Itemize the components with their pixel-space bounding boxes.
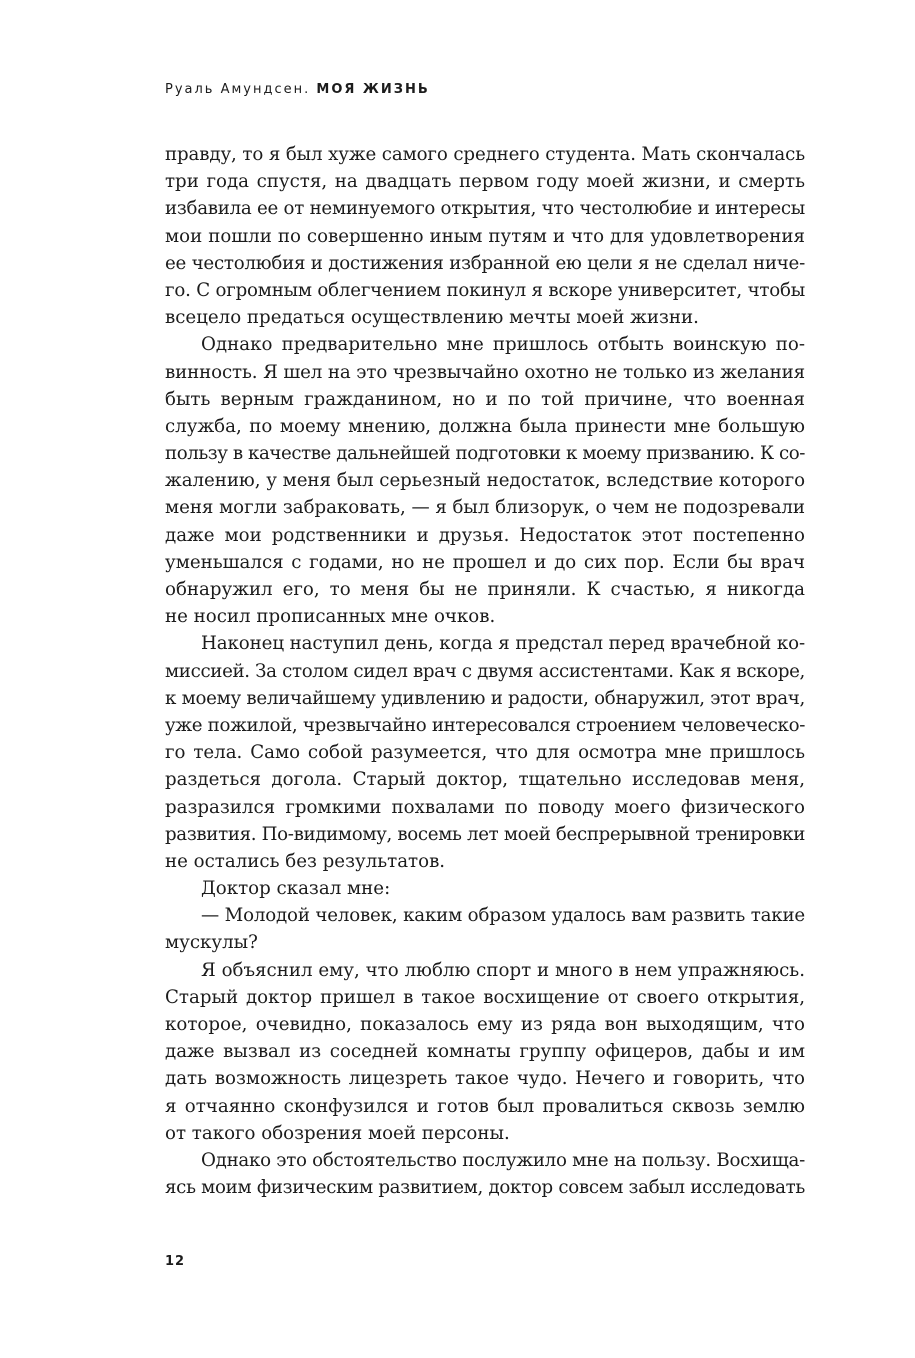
- text-line: служба, по моему мнению, должна была принести мне большую: [165, 415, 805, 437]
- text-line: мускулы?: [165, 932, 258, 954]
- text-line: не остались без результатов.: [165, 850, 446, 872]
- text-line: Однако предварительно мне пришлось отбыть воинскую по-: [201, 334, 805, 356]
- text-line: уже пожилой, чрезвычайно интересовался строением человеческо-: [165, 714, 805, 736]
- text-line: избавила ее от неминуемого открытия, что честолюбие и интересы: [165, 198, 805, 220]
- text-line: Старый доктор пришел в такое восхищение от своего открытия,: [165, 986, 805, 1008]
- text-line: к моему величайшему удивлению и радости, обнаружил, этот врач,: [165, 687, 805, 709]
- text-line: ясь моим физическим развитием, доктор совсем забыл исследовать: [165, 1177, 805, 1199]
- text-line: которое, очевидно, показалось ему из ряда вон выходящим, что: [165, 1014, 805, 1035]
- text-line: я отчаянно сконфузился и готов был провалиться сквозь землю: [165, 1095, 805, 1117]
- text-line: Я объяснил ему, что люблю спорт и много в нем упражняюсь.: [201, 959, 805, 981]
- text-line: всецело предаться осуществлению мечты моей жизни.: [165, 307, 699, 329]
- text-line: разразился громкими похвалами по поводу моего физического: [165, 796, 805, 818]
- running-head-author: Руаль Амундсен.: [165, 82, 311, 97]
- text-line: от такого обозрения моей персоны.: [165, 1122, 510, 1144]
- text-line: го. С огромным облегчением покинул я вскоре университет, чтобы: [165, 279, 805, 301]
- text-line: раздеться догола. Старый доктор, тщательно исследовав меня,: [165, 769, 805, 791]
- text-line: быть верным гражданином, но и по той причине, что военная: [165, 388, 805, 410]
- text-line: уменьшался с годами, но не прошел и до сих пор. Если бы врач: [165, 551, 805, 573]
- text-line: даже мои родственники и друзья. Недостаток этот постепенно: [165, 524, 805, 546]
- text-line: меня могли забраковать, — я был близорук, о чем не подозревали: [165, 497, 805, 519]
- text-line: мои пошли по совершенно иным путям и что для удовлетворения: [165, 225, 805, 247]
- text-line: миссией. За столом сидел врач с двумя ассистентами. Как я вскоре,: [165, 660, 805, 682]
- text-line: правду, то я был хуже самого среднего студента. Мать скончалась: [165, 144, 805, 165]
- text-line: ее честолюбия и достижения избранной ею цели я не сделал ниче-: [165, 252, 805, 274]
- text-line: го тела. Само собой разумеется, что для осмотра мне пришлось: [165, 742, 805, 764]
- text-line: даже вызвал из соседней комнаты группу офицеров, дабы и им: [165, 1041, 805, 1063]
- text-line: пользу в качестве дальнейшей подготовки к моему призванию. К со-: [165, 443, 805, 465]
- text-line: Однако это обстоятельство послужило мне на пользу. Восхища-: [201, 1149, 805, 1171]
- running-head-book-title: МОЯ ЖИЗНЬ: [316, 82, 430, 97]
- text-line: винность. Я шел на это чрезвычайно охотно не только из желания: [165, 361, 805, 383]
- text-line: обнаружил его, то меня бы не приняли. К счастью, я никогда: [165, 579, 805, 600]
- text-line: Наконец наступил день, когда я предстал перед врачебной ко-: [201, 633, 805, 655]
- text-line: — Молодой человек, каким образом удалось вам развить такие: [201, 905, 805, 927]
- body-text: [165, 141, 805, 1201]
- text-line: жалению, у меня был серьезный недостаток, вследствие которого: [165, 470, 805, 492]
- page-number: 12: [165, 1254, 186, 1269]
- text-line: три года спустя, на двадцать первом году моей жизни, и смерть: [165, 171, 805, 193]
- text-line: Доктор сказал мне:: [201, 878, 391, 900]
- text-line: дать возможность лицезреть такое чудо. Нечего и говорить, что: [165, 1068, 805, 1090]
- text-line: не носил прописанных мне очков.: [165, 606, 496, 628]
- running-head: [165, 82, 430, 97]
- text-line: развития. По-видимому, восемь лет моей беспрерывной тренировки: [165, 823, 805, 845]
